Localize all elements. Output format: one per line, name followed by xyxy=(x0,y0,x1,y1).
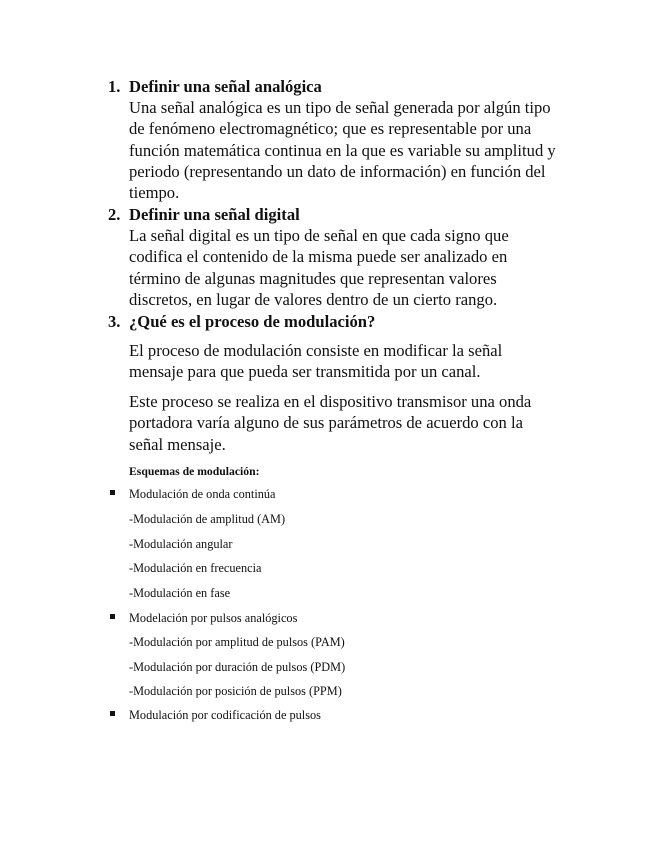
question-3-title xyxy=(108,311,558,332)
bullet-icon xyxy=(110,711,115,716)
question-2 xyxy=(108,204,558,310)
question-1 xyxy=(108,76,558,203)
question-2-title-text: Definir una señal digital xyxy=(129,205,300,224)
modulation-paragraph-2: Este proceso se realiza en el dispositivo transmisor una onda portadora varía alguno de sus parámetros de acuerdo con la señal mensaje. xyxy=(129,392,532,454)
question-1-title xyxy=(108,76,558,97)
scheme-line: -Modulación por amplitud de pulsos (PAM) xyxy=(129,635,345,649)
bullet-icon xyxy=(110,490,115,495)
scheme-line: -Modulación angular xyxy=(129,537,233,551)
scheme-line: Modulación de onda continúa xyxy=(129,487,276,501)
scheme-line: Modulación por codificación de pulsos xyxy=(129,708,321,722)
schemes-heading: Esquemas de modulación: xyxy=(129,465,260,478)
scheme-line: Modelación por pulsos analógicos xyxy=(129,611,298,625)
scheme-line: -Modulación por posición de pulsos (PPM) xyxy=(129,684,342,698)
question-3 xyxy=(108,311,558,332)
question-3-title-text: ¿Qué es el proceso de modulación? xyxy=(129,312,376,331)
question-1-body: Una señal analógica es un tipo de señal generada por algún tipo de fenómeno electromagnético; que es representable por una función matemática continua en la que es variable su amplitud y periodo (representando un dato de información) en función del tiempo. xyxy=(129,98,556,203)
scheme-line: -Modulación en frecuencia xyxy=(129,561,262,575)
question-1-number: 1. xyxy=(108,77,121,96)
bullet-icon xyxy=(110,614,115,619)
scheme-line: -Modulación en fase xyxy=(129,586,231,600)
scheme-line: -Modulación de amplitud (AM) xyxy=(129,512,286,526)
scheme-line: -Modulación por duración de pulsos (PDM) xyxy=(129,660,346,674)
modulation-paragraph-1: El proceso de modulación consiste en modificar la señal mensaje para que pueda ser transmitida por un canal. xyxy=(129,341,503,382)
question-2-title xyxy=(108,204,558,225)
question-3-number: 3. xyxy=(108,312,121,331)
question-2-number: 2. xyxy=(108,205,121,224)
question-1-title-text: Definir una señal analógica xyxy=(129,77,322,96)
question-2-body: La señal digital es un tipo de señal en que cada signo que codifica el contenido de la misma puede ser analizado en término de algunas magnitudes que representan valores discretos, en lugar de valores dentro de un cierto rango. xyxy=(129,226,509,309)
